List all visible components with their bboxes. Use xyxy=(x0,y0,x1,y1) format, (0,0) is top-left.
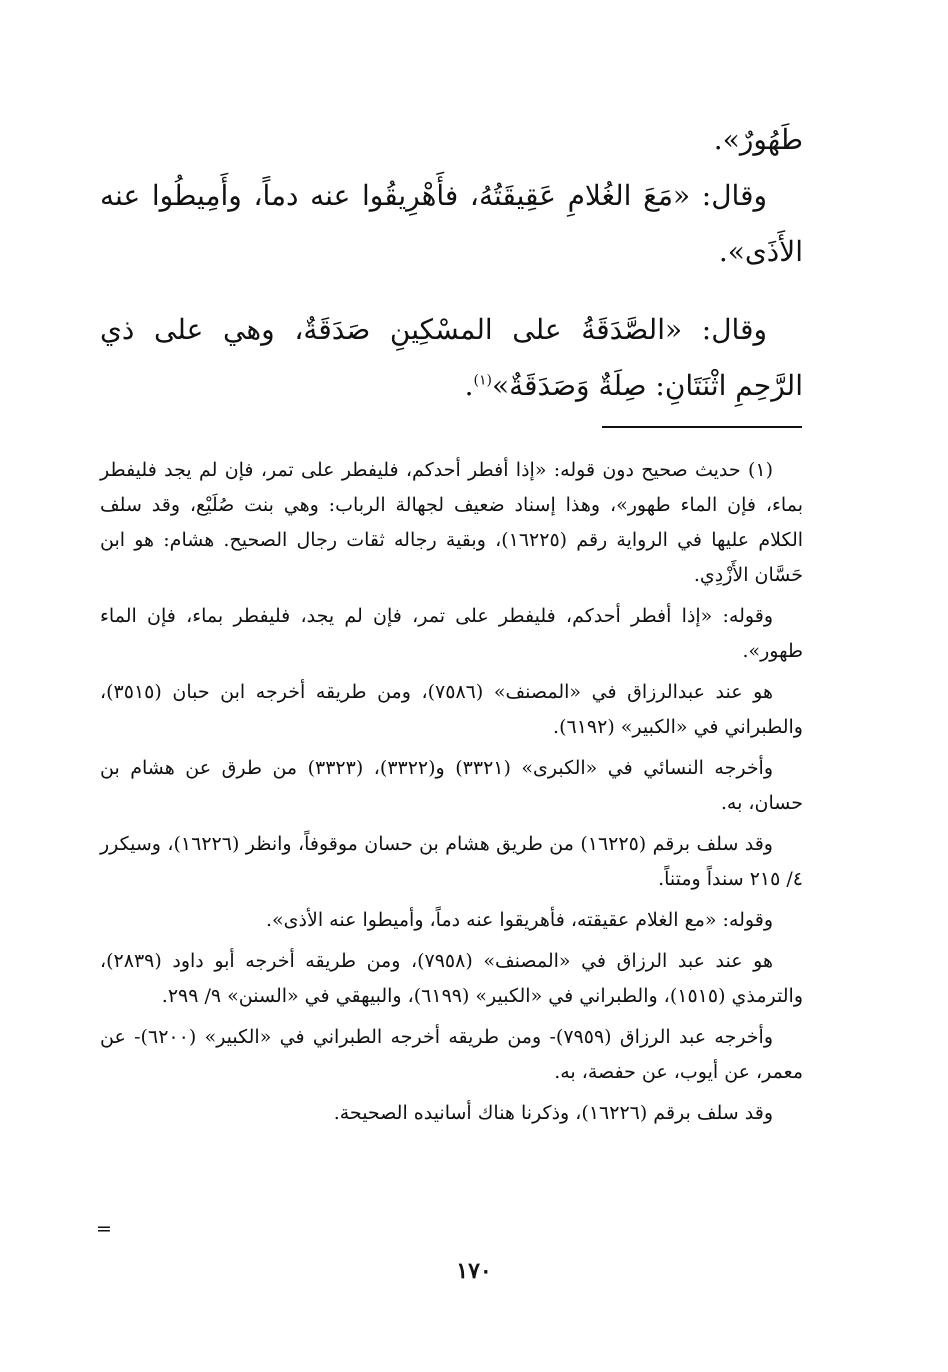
main-paragraph-3-period: . xyxy=(464,369,474,402)
footnote-paragraph-4: وأخرجه النسائي في «الكبرى» (٣٣٢١) و(٣٣٢٢)، (٣٣٢٣) من طرق عن هشام بن حسان، به. xyxy=(100,757,803,814)
footnote-reference: (١) xyxy=(473,372,493,389)
footnote-paragraph-2: وقوله: «إذا أفطر أحدكم، فليفطر على تمر، فإن لم يجد، فليفطر بماء، فإن الماء طهور». xyxy=(100,605,803,662)
footnote-separator-line xyxy=(602,426,802,428)
footnote-paragraph-7: هو عند عبد الرزاق في «المصنف» (٧٩٥٨)، ومن طريقه أخرجه أبو داود (٢٨٣٩)، والترمذي (١٥١٥)، والطبراني في «الكبير» (٦١٩٩)، والبيهقي في «السنن» ٩/ ٢٩٩. xyxy=(100,950,803,1007)
main-paragraph-1: طَهُورٌ». xyxy=(713,123,803,156)
footnote-paragraph-1: (١) حديث صحيح دون قوله: «إذا أفطر أحدكم، فليفطر على تمر، فإن لم يجد فليفطر بماء، فإن الماء طهور»، وهذا إسناد ضعيف لجهالة الرباب: وهي بنت صُلَيْع، وقد سلف الكلام عليها في الرواية رقم (١٦٢٢٥)، وبقية رجاله ثقات رجال الصحيح. هشام: هو ابن حَسَّان الأَزْدِي. xyxy=(100,459,804,586)
main-text xyxy=(100,112,803,414)
main-paragraph-3-text: وقال: «الصَّدَقَةُ على المسْكِينِ صَدَقَةٌ، وهي على ذي الرَّحِمِ اثْنَتَانِ: صِلَةٌ وَصَدَقَةٌ» xyxy=(100,313,803,402)
main-paragraph-2: وقال: «مَعَ الغُلامِ عَقِيقَتُهُ، فأَهْرِيقُوا عنه دماً، وأَمِيطُوا عنه الأَذَى». xyxy=(100,179,803,268)
continuation-mark: = xyxy=(96,1218,112,1240)
footnote-paragraph-9: وقد سلف برقم (١٦٢٢٦)، وذكرنا هناك أسانيده الصحيحة. xyxy=(333,1102,773,1124)
main-paragraph-3 xyxy=(100,302,803,414)
footnotes-section xyxy=(100,453,803,1137)
page-number: ١٧٠ xyxy=(456,1258,492,1284)
footnote-paragraph-8: وأخرجه عبد الرزاق (٧٩٥٩)- ومن طريقه أخرجه الطبراني في «الكبير» (٦٢٠٠)- عن معمر، عن أيوب، عن حفصة، به. xyxy=(100,1026,803,1083)
footnote-paragraph-3: هو عند عبدالرزاق في «المصنف» (٧٥٨٦)، ومن طريقه أخرجه ابن حبان (٣٥١٥)، والطبراني في «الكبير» (٦١٩٢). xyxy=(100,681,803,738)
footnote-paragraph-5: وقد سلف برقم (١٦٢٢٥) من طريق هشام بن حسان موقوفاً، وانظر (١٦٢٢٦)، وسيكرر ٤/ ٢١٥ سنداً ومتناً. xyxy=(100,833,803,890)
footnote-paragraph-6: وقوله: «مع الغلام عقيقته، فأهريقوا عنه دماً، وأميطوا عنه الأذى». xyxy=(266,909,773,931)
